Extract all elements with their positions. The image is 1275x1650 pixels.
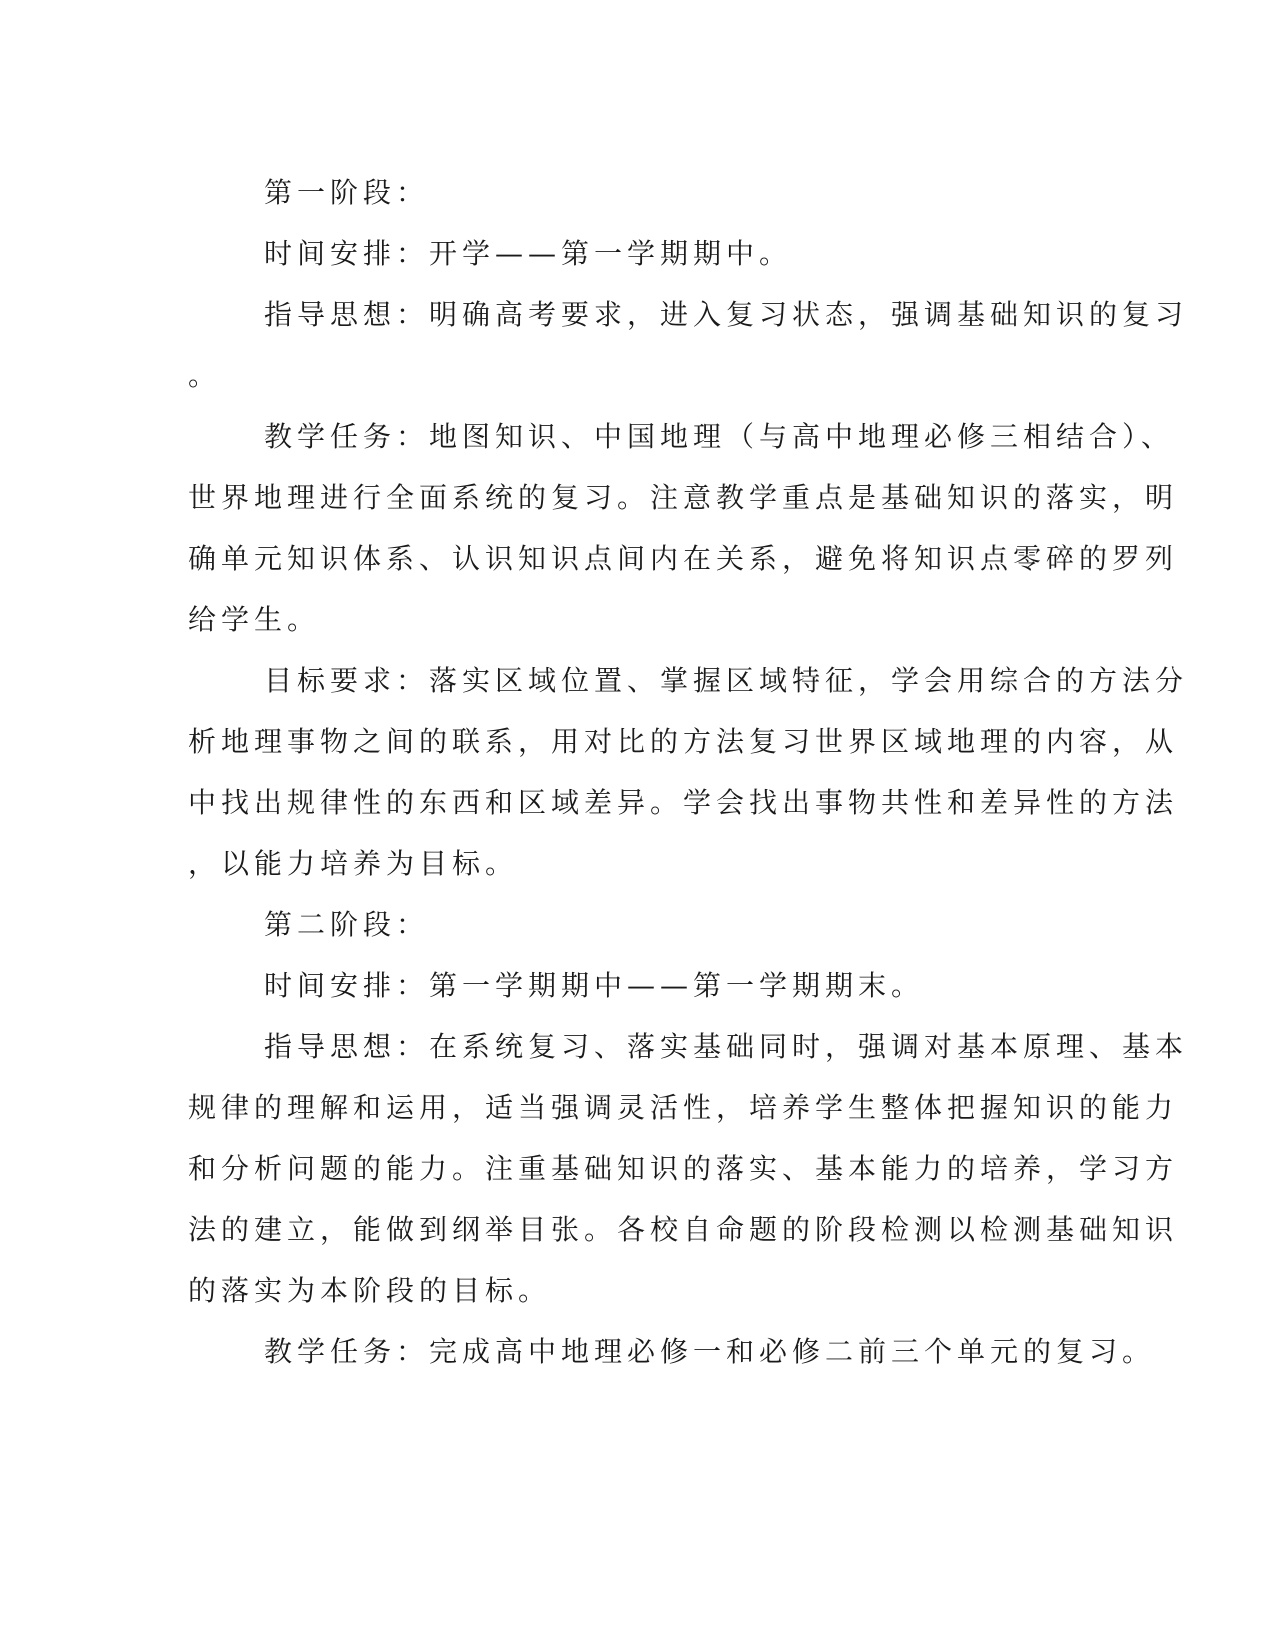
stage-two-guiding-idea-line-2: 规律的理解和运用，适当强调灵活性，培养学生整体把握知识的能力 — [188, 1091, 1179, 1124]
stage-one-guiding-idea: 指导思想：明确高考要求，进入复习状态，强调基础知识的复习 — [264, 298, 1189, 331]
stage-two-guiding-idea-line-4: 法的建立，能做到纲举目张。各校自命题的阶段检测以检测基础知识 — [188, 1213, 1179, 1246]
stage-one-tasks-line-2: 世界地理进行全面系统的复习。注意教学重点是基础知识的落实，明 — [188, 481, 1179, 514]
stage-one-tasks: 教学任务：地图知识、中国地理（与高中地理必修三相结合）、 — [264, 420, 1175, 453]
stage-one-goals-line-2: 析地理事物之间的联系，用对比的方法复习世界区域地理的内容，从 — [188, 725, 1179, 758]
stage-one-schedule: 时间安排：开学——第一学期期中。 — [264, 237, 793, 270]
stage-two-guiding-idea-line-3: 和分析问题的能力。注重基础知识的落实、基本能力的培养，学习方 — [188, 1152, 1179, 1185]
stage-two-heading: 第二阶段： — [264, 908, 430, 941]
stage-one-heading: 第一阶段： — [264, 176, 430, 209]
stage-one-tasks-line-3: 确单元知识体系、认识知识点间内在关系，避免将知识点零碎的罗列 — [188, 542, 1179, 575]
stage-two-guiding-idea: 指导思想：在系统复习、落实基础同时，强调对基本原理、基本 — [264, 1030, 1189, 1063]
stage-one-goals-line-4: ，以能力培养为目标。 — [188, 847, 519, 880]
stage-two-schedule: 时间安排：第一学期期中——第一学期期末。 — [264, 969, 925, 1002]
stage-one-tasks-line-4: 给学生。 — [188, 603, 321, 636]
stage-two-guiding-idea-line-5: 的落实为本阶段的目标。 — [188, 1274, 552, 1307]
stage-one-goals: 目标要求：落实区域位置、掌握区域特征，学会用综合的方法分 — [264, 664, 1189, 697]
document-body — [188, 162, 1189, 1382]
stage-two-tasks: 教学任务：完成高中地理必修一和必修二前三个单元的复习。 — [264, 1335, 1156, 1368]
stage-one-guiding-idea-continued: 。 — [188, 359, 222, 392]
stage-one-goals-line-3: 中找出规律性的东西和区域差异。学会找出事物共性和差异性的方法 — [188, 786, 1179, 819]
